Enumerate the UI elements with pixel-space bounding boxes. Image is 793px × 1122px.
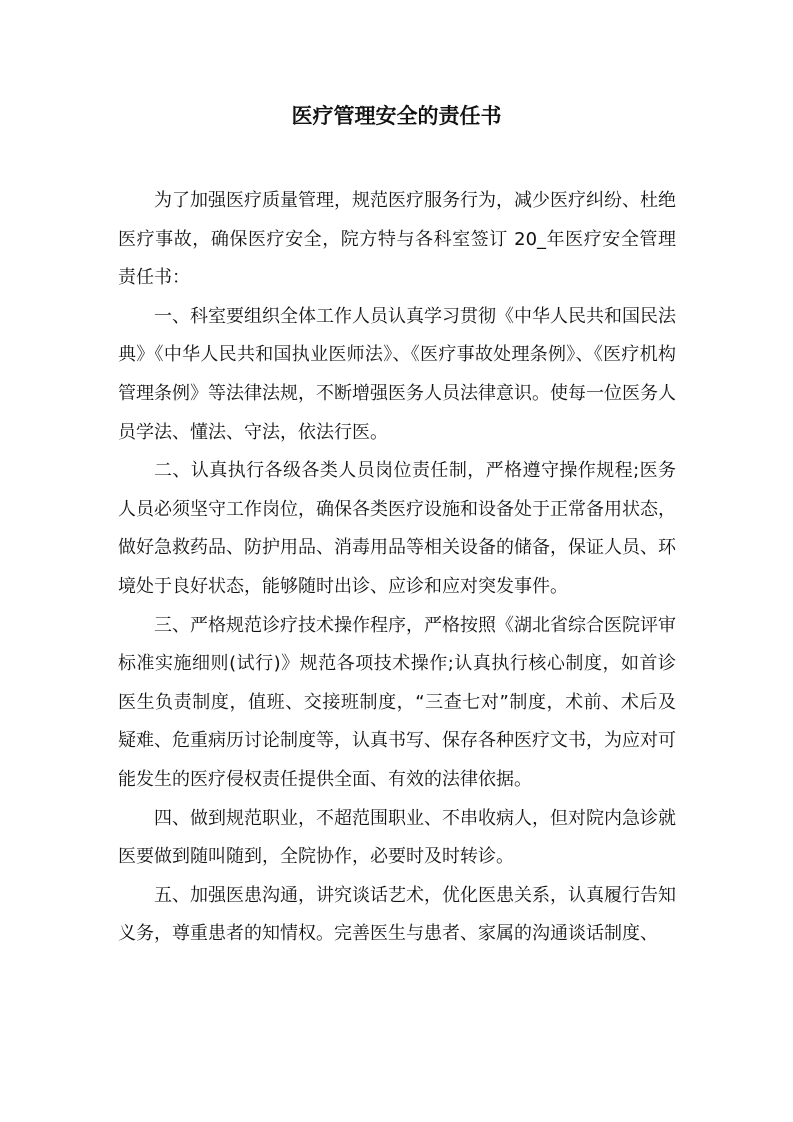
document-body	[118, 182, 676, 954]
paragraph-item-4: 四、做到规范职业，不超范围职业、不串收病人，但对院内急诊就医要做到随叫随到，全院协作，必要时及时转诊。	[118, 807, 676, 868]
paragraph-intro: 为了加强医疗质量管理，规范医疗服务行为，减少医疗纠纷、杜绝医疗事故，确保医疗安全，院方特与各科室签订 20_年医疗安全管理责任书：	[118, 190, 676, 289]
paragraph-item-2: 二、认真执行各级各类人员岗位责任制，严格遵守操作规程;医务人员必须坚守工作岗位，确保各类医疗设施和设备处于正常备用状态，做好急救药品、防护用品、消毒用品等相关设备的储备，保证人员、环境处于良好状态，能够随时出诊、应诊和应对突发事件。	[118, 460, 676, 597]
paragraph-item-3: 三、严格规范诊疗技术操作程序，严格按照《湖北省综合医院评审标准实施细则(试行)》规范各项技术操作;认真执行核心制度，如首诊医生负责制度，值班、交接班制度，“三查七对”制度，术前、术后及疑难、危重病历讨论制度等，认真书写、保存各种医疗文书，为应对可能发生的医疗侵权责任提供全面、有效的法律依据。	[118, 614, 676, 790]
document-title: 医疗管理安全的责任书	[291, 104, 502, 128]
paragraph-item-5: 五、加强医患沟通，讲究谈话艺术，优化医患关系，认真履行告知义务，尊重患者的知情权。完善医生与患者、家属的沟通谈话制度、	[118, 884, 676, 945]
paragraph-item-1: 一、科室要组织全体工作人员认真学习贯彻《中华人民共和国民法典》《中华人民共和国执业医师法》、《医疗事故处理条例》、《医疗机构管理条例》等法律法规，不断增强医务人员法律意识。使每一位医务人员学法、懂法、守法，依法行医。	[118, 305, 676, 443]
